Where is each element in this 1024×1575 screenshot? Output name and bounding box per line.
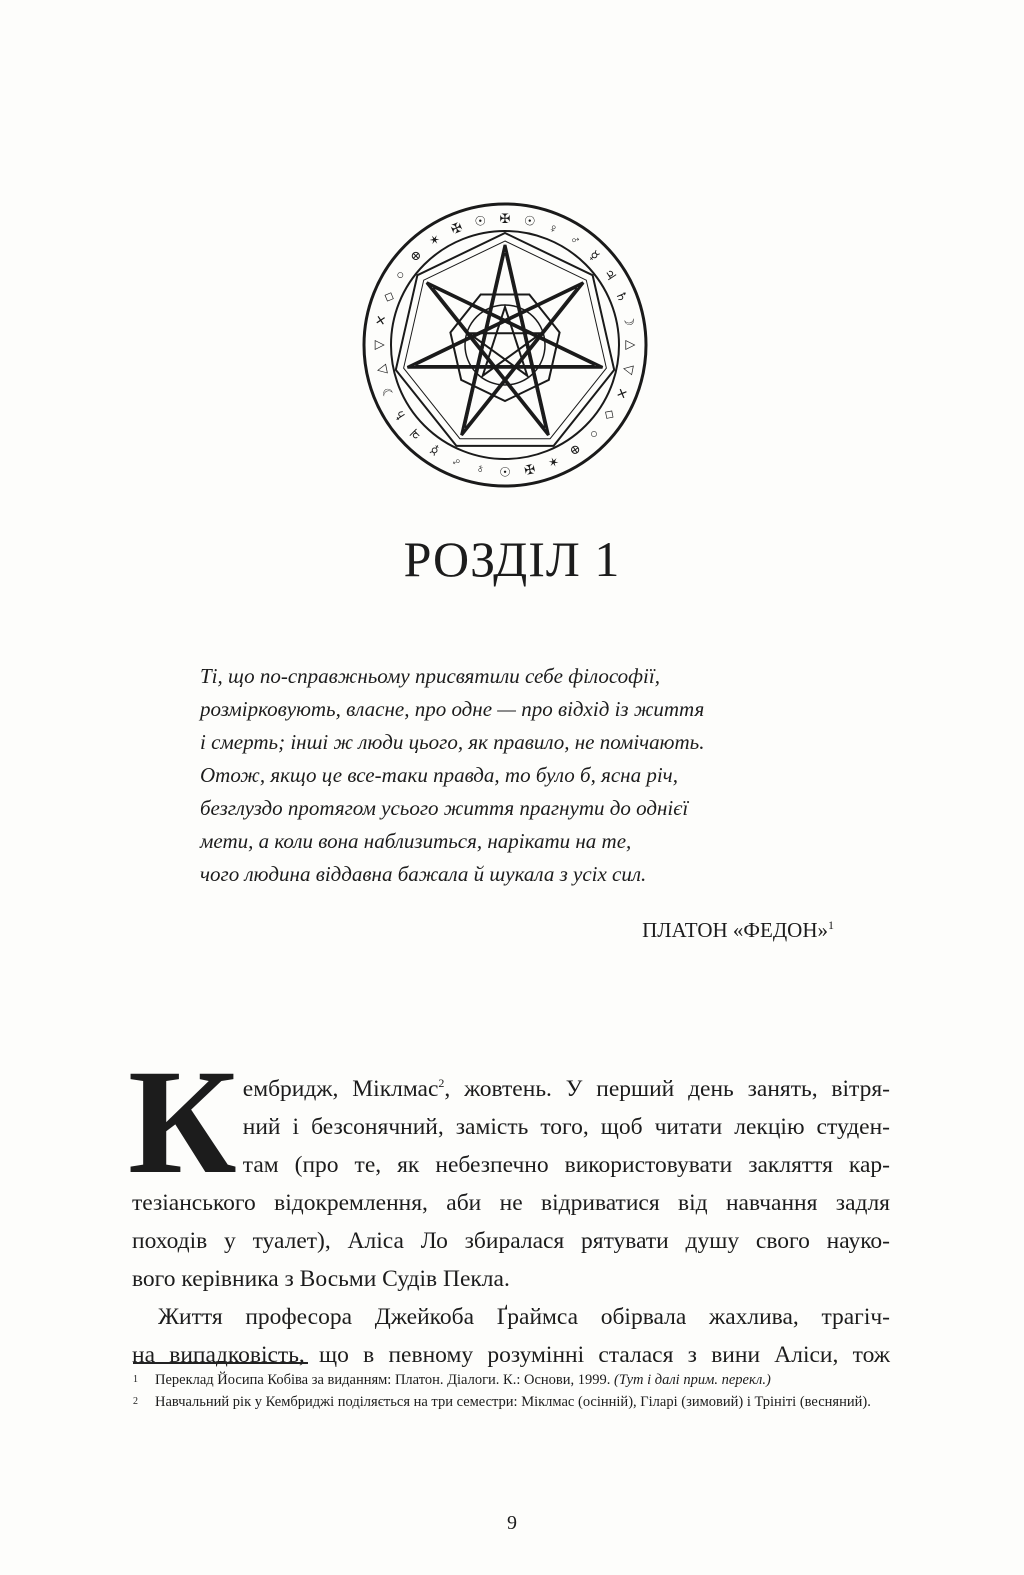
body-line: вого керівника з Восьми Судів Пекла. bbox=[132, 1265, 510, 1292]
seal-glyph: ♃ bbox=[600, 265, 620, 284]
seal-glyph: ◇ bbox=[601, 407, 620, 424]
seal-glyph: ✶ bbox=[425, 230, 444, 250]
footnote-text: Навчальний рік у Кембриджі поділяється на три семестри: Міклмас (осінній), Гіларі (зимовий) і Трініті (весняний). bbox=[155, 1394, 871, 1410]
body-line: на випадковість, що в певному розумінні сталася з вини Аліси, тож bbox=[132, 1341, 890, 1368]
seal-heptagon-inner bbox=[404, 241, 607, 439]
seal-glyph: ☉ bbox=[499, 464, 511, 479]
body-line: походів у туалет), Аліса Ло збиралася рятувати душу свого науко- bbox=[132, 1227, 890, 1254]
seal-glyph: ♀ bbox=[474, 460, 487, 478]
seal-glyph: ○ bbox=[391, 267, 409, 283]
footnote-2 bbox=[133, 1392, 893, 1412]
footnote-text: Переклад Йосипа Кобіва за виданням: Платон. Діалоги. К.: Основи, 1999. bbox=[155, 1372, 615, 1388]
seal-glyph: △ bbox=[372, 363, 390, 377]
body-line bbox=[132, 1064, 890, 1108]
seal-glyph: ♂ bbox=[449, 453, 464, 471]
footnote-1 bbox=[133, 1370, 893, 1390]
epigraph-line: Отож, якщо це все-таки правда, то було б, ясна річ, bbox=[200, 763, 678, 787]
chapter-title: РОЗДІЛ 1 bbox=[403, 531, 621, 587]
epigraph-line: чого людина віддавна бажала й шукала з усіх сил. bbox=[200, 862, 647, 886]
seal-glyph: ♂ bbox=[567, 230, 584, 249]
body-line: там (про те, як небезпечно використовувати закляття кар- bbox=[242, 1151, 890, 1178]
text: , жовтень. У перший день занять, вітря- bbox=[444, 1075, 890, 1102]
seal-glyph: ▽ bbox=[620, 363, 638, 377]
seal-glyph: ✶ bbox=[545, 452, 562, 471]
seal-glyph: ♄ bbox=[612, 288, 631, 305]
body-line: тезіанського відокремлення, аби не відриватися від навчання задля bbox=[132, 1189, 890, 1216]
seal-glyph: ♄ bbox=[390, 406, 410, 425]
seal-glyph: ☽ bbox=[620, 313, 638, 328]
epigraph-line: Ті, що по-справжньому присвятили себе філософії, bbox=[200, 664, 660, 688]
epigraph bbox=[200, 660, 840, 891]
seal-glyph: ✕ bbox=[372, 313, 390, 328]
seal-glyph: ✠ bbox=[499, 211, 511, 226]
seal-glyph: ✠ bbox=[522, 460, 537, 478]
footnote-divider bbox=[133, 1362, 308, 1364]
body-text bbox=[128, 1039, 890, 1374]
drop-cap: К bbox=[128, 1039, 237, 1205]
epigraph-line: безглуздо протягом усього життя прагнути до однієї bbox=[200, 796, 689, 820]
epigraph-attribution bbox=[642, 918, 834, 943]
text: ембридж, Міклмас bbox=[242, 1075, 439, 1102]
seal-glyph: ○ bbox=[586, 426, 603, 443]
seal-glyph: ☿ bbox=[586, 247, 603, 264]
body-line: Життя професора Джейкоба Ґраймса обірвала жахлива, трагіч- bbox=[158, 1303, 890, 1330]
seal-glyph: ☿ bbox=[427, 441, 443, 459]
page-number: 9 bbox=[507, 1512, 517, 1534]
seal-glyph: ⊕ bbox=[566, 440, 585, 460]
footnote-ref: 1 bbox=[828, 918, 834, 932]
footnote-number: 2 bbox=[133, 1396, 138, 1407]
seal-glyph: ✠ bbox=[448, 219, 465, 238]
attribution-text: ПЛАТОН «ФЕДОН» bbox=[642, 918, 828, 942]
seal-heptagon bbox=[396, 230, 614, 446]
seal-glyph: ☉ bbox=[473, 212, 488, 230]
epigraph-line: і смерть; інші ж люди цього, як правило, не помічають. bbox=[200, 730, 705, 754]
seal-glyph: ⊕ bbox=[406, 246, 425, 265]
seal-glyph: ✕ bbox=[612, 385, 631, 402]
seal-glyph: △ bbox=[624, 340, 639, 350]
epigraph-line: мети, а коли вона наблизиться, нарікати на те, bbox=[200, 829, 632, 853]
occult-seal-illustration bbox=[360, 200, 650, 490]
epigraph-line: розмірковують, власне, про одне — про відхід із життя bbox=[200, 697, 705, 721]
seal-glyph: ♀ bbox=[546, 219, 561, 237]
seal-glyph: ◇ bbox=[379, 289, 398, 305]
footnote-ref: 2 bbox=[438, 1076, 445, 1090]
footnote-number: 1 bbox=[133, 1374, 138, 1385]
seal-glyph: ☽ bbox=[379, 385, 398, 402]
seal-glyph: ♃ bbox=[406, 425, 425, 444]
seal-glyph: ☉ bbox=[522, 212, 537, 230]
seal-inner-ring bbox=[391, 231, 619, 459]
seal-glyph: ▽ bbox=[371, 340, 386, 350]
footnote-italic: (Тут і далі прим. перекл.) bbox=[614, 1372, 771, 1388]
body-line: ний і безсонячний, замість того, щоб читати лекцію студен- bbox=[242, 1113, 890, 1140]
